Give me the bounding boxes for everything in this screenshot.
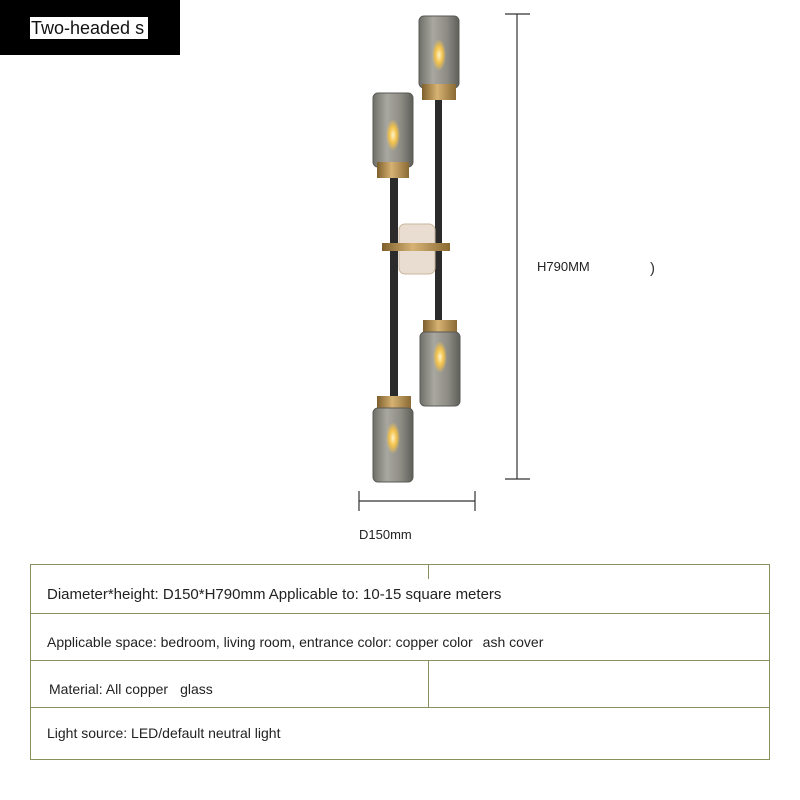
lamp-head-upper-left (373, 93, 413, 178)
diameter-label: D150mm (359, 527, 412, 542)
spec-space-extra: ash cover (482, 634, 544, 650)
lamp-head-lower-right (420, 320, 460, 406)
spec-row-material (31, 660, 769, 708)
spec-row-light (31, 707, 769, 760)
diameter-dimension-line (359, 491, 475, 511)
spec-table (30, 564, 770, 760)
stray-mark: ) (650, 260, 655, 277)
height-dimension-line (505, 14, 530, 479)
spec-material-extra: glass (180, 681, 213, 697)
spec-space-text (47, 634, 543, 650)
right-rod (435, 98, 442, 324)
spec-material-main: Material: All copper (49, 681, 169, 697)
left-rod (390, 176, 398, 398)
spec-space-main: Applicable space: bedroom, living room, entrance color: copper color (47, 634, 473, 650)
spec-light-text: Light source: LED/default neutral light (47, 725, 281, 741)
spec-material-text (49, 681, 213, 697)
column-divider (428, 565, 429, 579)
height-label: H790MM (537, 259, 590, 274)
spec-row-size (31, 565, 769, 613)
product-title: Two-headed s (30, 17, 148, 39)
lamp-head-top-right (419, 16, 459, 100)
lamp-head-bottom-left (373, 396, 413, 482)
spec-row-space (31, 613, 769, 661)
column-divider (428, 661, 429, 708)
spec-size-text: Diameter*height: D150*H790mm Applicable to: 10-15 square meters (47, 586, 502, 603)
